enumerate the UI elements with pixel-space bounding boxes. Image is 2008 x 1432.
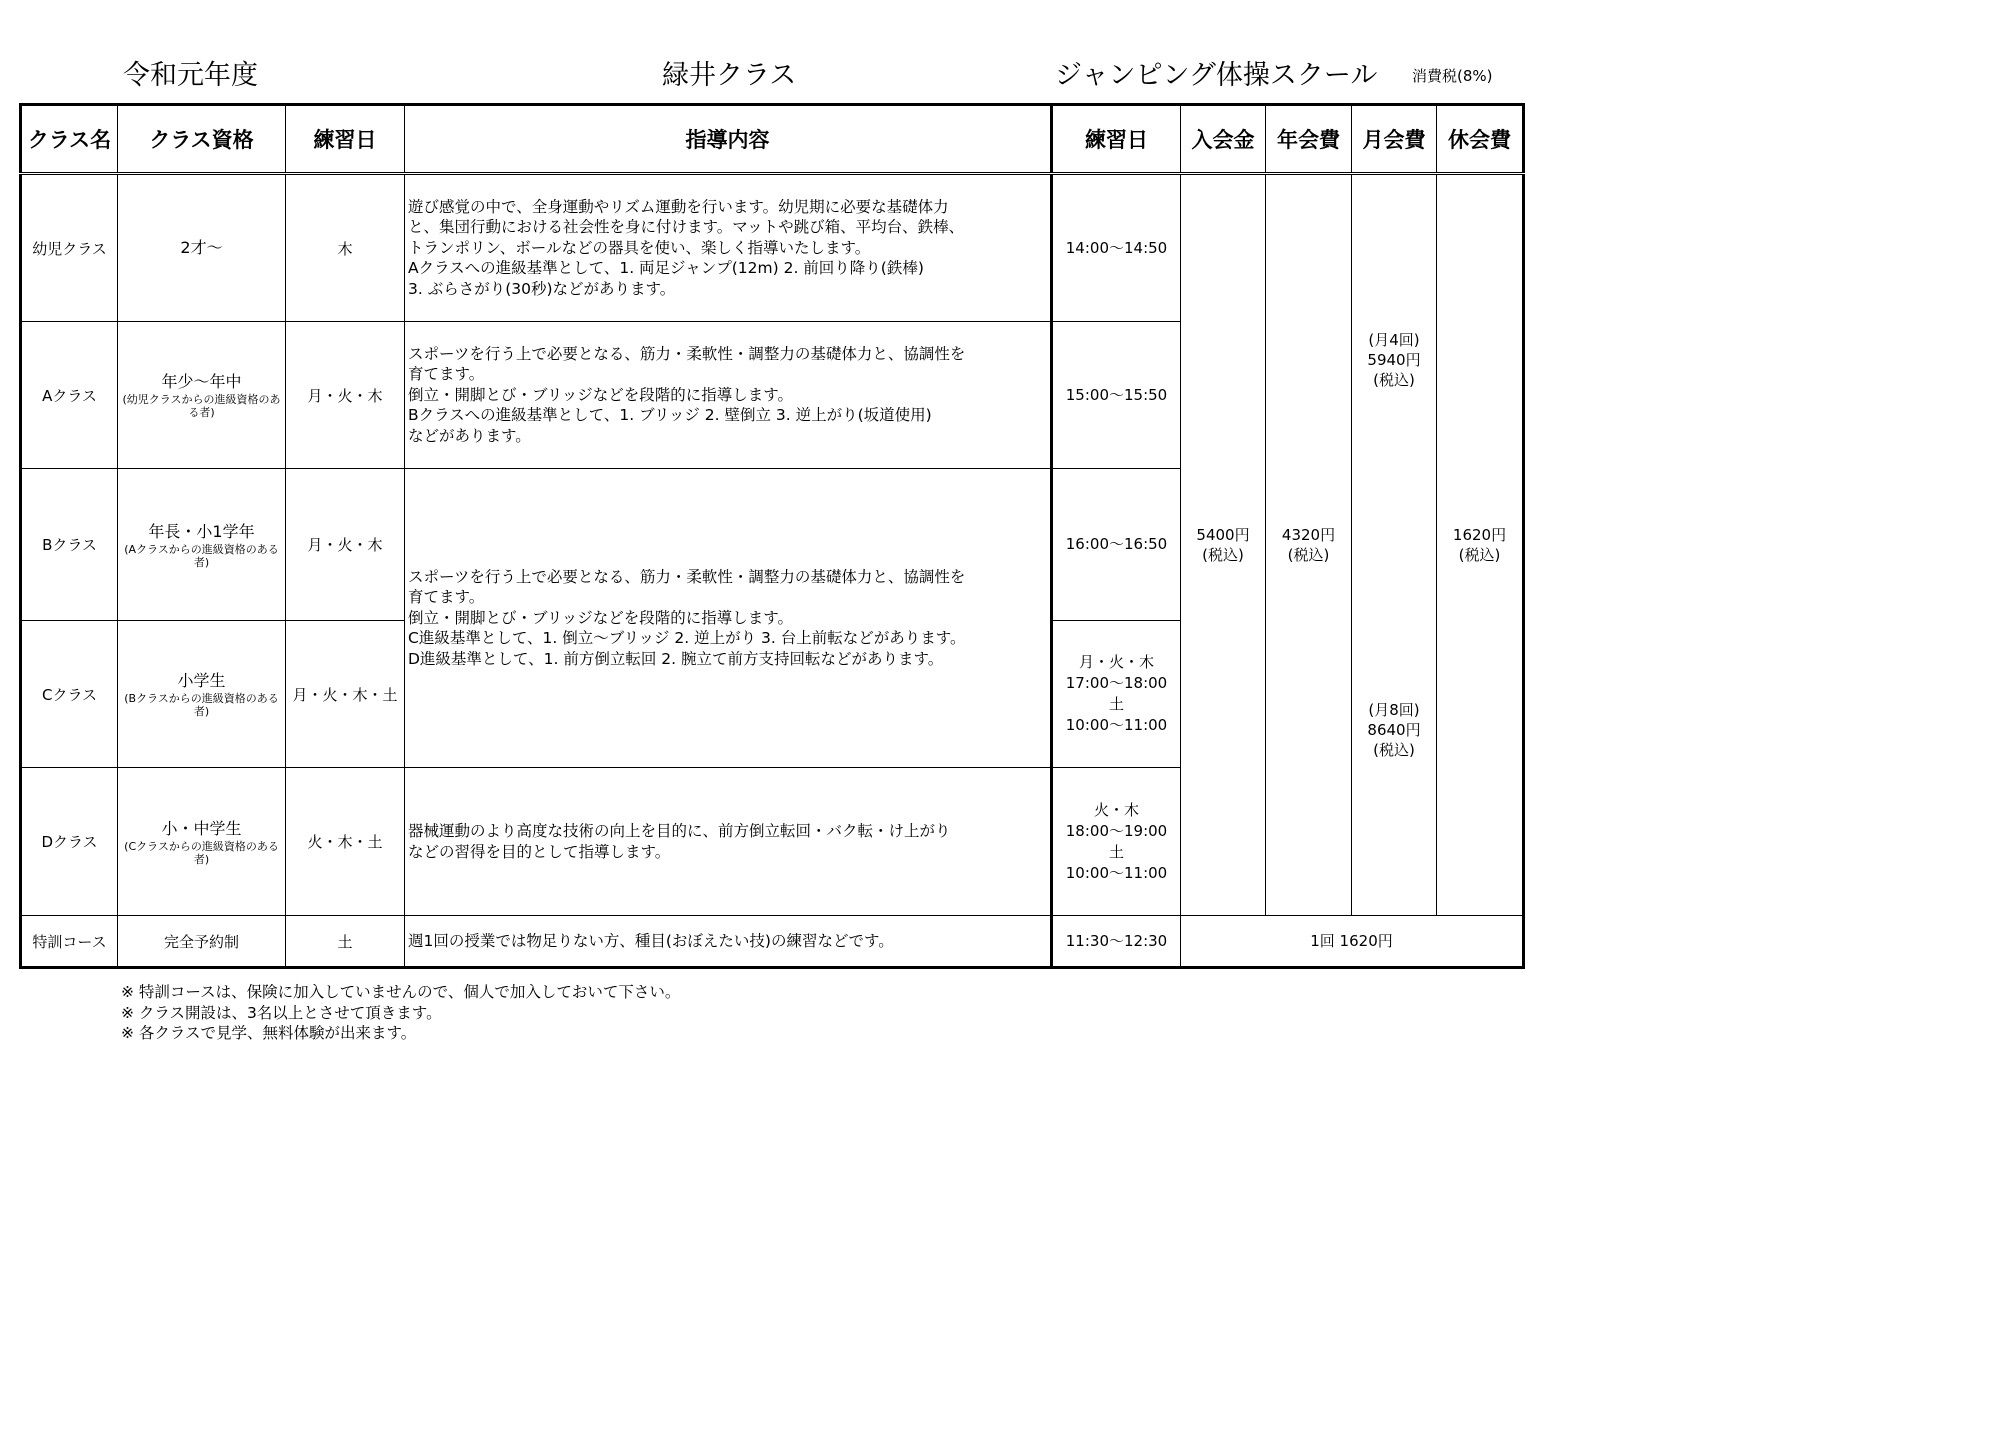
instruction-content-cell: 遊び感覚の中で、全身運動やリズム運動を行います。幼児期に必要な基礎体力 と、集団行動における社会性を身に付けます。マットや跳び箱、平均台、鉄棒、 トランポリン、ボールなどの器具を使い、楽しく指導いたします。 Aクラスへの進級基準として、1. 両足ジャンプ(12m) 2. 前回り降り(鉄棒) 3. ぶらさがり(30秒)などがあります。 (405, 174, 1052, 322)
qualification-cell: 完全予約制 (118, 916, 286, 968)
practice-time-cell: 14:00～14:50 (1052, 174, 1181, 322)
qualification-text: 年長・小1学年 (148, 521, 255, 541)
qualification-cell (118, 621, 286, 768)
monthly-fee-8-times: (月8回) 8640円 (税込) (1367, 701, 1421, 759)
school-name-title: ジャンピング体操スクール (1055, 60, 1378, 91)
fiscal-year-title: 令和元年度 (123, 60, 258, 91)
instruction-content-cell: 週1回の授業では物足りない方、種目(おぼえたい技)の練習などです。 (405, 916, 1052, 968)
qualification-note: (Bクラスからの進級資格のある者) (124, 692, 279, 718)
annual-fee-cell: 4320円 (税込) (1266, 174, 1352, 916)
qualification-cell (118, 322, 286, 469)
instruction-content-cell: スポーツを行う上で必要となる、筋力・柔軟性・調整力の基礎体力と、協調性を 育てます。 倒立・開脚とび・ブリッジなどを段階的に指導します。 C進級基準として、1. 倒立～ブリッジ 2. 逆上がり 3. 台上前転などがあります。 D進級基準として、1. 前方倒立転回 2. 腕立て前方支持回転などがあります。 (405, 469, 1052, 768)
qualification-text: 年少～年中 (161, 372, 242, 391)
entrance-fee-cell: 5400円 (税込) (1181, 174, 1266, 916)
footnote-insurance: ※ 特訓コースは、保険に加入していませんので、個人で加入しておいて下さい。 (121, 983, 681, 1001)
class-name-cell: 特訓コース (21, 916, 118, 968)
footnotes (121, 982, 680, 1044)
footnote-minimum-enrollment: ※ クラス開設は、3名以上とさせて頂きます。 (121, 1003, 442, 1022)
practice-days-cell: 木 (286, 174, 405, 322)
practice-days-cell: 月・火・木 (286, 469, 405, 621)
qualification-text: 小学生 (177, 671, 226, 690)
header-entrance-fee: 入会金 (1181, 105, 1266, 174)
practice-time-cell: 16:00～16:50 (1052, 469, 1181, 621)
header-suspension-fee: 休会費 (1437, 105, 1524, 174)
class-location-title: 緑井クラス (662, 60, 797, 91)
qualification-note: (幼児クラスからの進級資格のある者) (122, 393, 281, 419)
footnote-free-trial: ※ 各クラスで見学、無料体験が出来ます。 (121, 1024, 417, 1042)
monthly-fee-4-times: (月4回) 5940円 (税込) (1367, 331, 1421, 389)
header-practice-days: 練習日 (286, 105, 405, 174)
header-monthly-fee: 月会費 (1352, 105, 1437, 174)
practice-days-cell: 月・火・木 (286, 322, 405, 469)
class-name-cell: Cクラス (21, 621, 118, 768)
header-class-qualification: クラス資格 (118, 105, 286, 174)
suspension-fee-cell: 1620円 (税込) (1437, 174, 1524, 916)
practice-time-cell: 月・火・木 17:00～18:00 土 10:00～11:00 (1052, 621, 1181, 768)
qualification-cell (118, 174, 286, 322)
practice-days-cell: 土 (286, 916, 405, 968)
table-header-row (21, 105, 1524, 174)
instruction-content-cell: スポーツを行う上で必要となる、筋力・柔軟性・調整力の基礎体力と、協調性を 育てます。 倒立・開脚とび・ブリッジなどを段階的に指導します。 Bクラスへの進級基準として、1. ブリッジ 2. 壁倒立 3. 逆上がり(坂道使用) などがあります。 (405, 322, 1052, 469)
table-row-special-course (21, 916, 1524, 968)
header-instruction-content: 指導内容 (405, 105, 1052, 174)
class-name-cell: 幼児クラス (21, 174, 118, 322)
practice-time-cell: 11:30～12:30 (1052, 916, 1181, 968)
monthly-fee-cell (1352, 174, 1437, 916)
instruction-content-cell: 器械運動のより高度な技術の向上を目的に、前方倒立転回・バク転・け上がり などの習得を目的として指導します。 (405, 768, 1052, 916)
class-name-cell: Dクラス (21, 768, 118, 916)
table-row-infant (21, 174, 1524, 322)
header-annual-fee: 年会費 (1266, 105, 1352, 174)
tax-rate-note: 消費税(8%) (1412, 67, 1493, 85)
qualification-note: (Aクラスからの進級資格のある者) (124, 542, 279, 569)
qualification-note: (Cクラスからの進級資格のある者) (124, 839, 279, 866)
practice-days-cell: 月・火・木・土 (286, 621, 405, 768)
practice-time-cell: 15:00～15:50 (1052, 322, 1181, 469)
schedule-table (19, 103, 1525, 969)
qualification-cell (118, 768, 286, 916)
practice-days-cell: 火・木・土 (286, 768, 405, 916)
class-name-cell: Bクラス (21, 469, 118, 621)
header-class-name: クラス名 (21, 105, 118, 174)
class-name-cell: Aクラス (21, 322, 118, 469)
qualification-text: 2才～ (180, 238, 223, 257)
practice-time-cell: 火・木 18:00～19:00 土 10:00～11:00 (1052, 768, 1181, 916)
qualification-text: 小・中学生 (161, 818, 242, 838)
header-practice-time: 練習日 (1052, 105, 1181, 174)
qualification-cell (118, 469, 286, 621)
special-course-fee-cell: 1回 1620円 (1181, 916, 1524, 968)
